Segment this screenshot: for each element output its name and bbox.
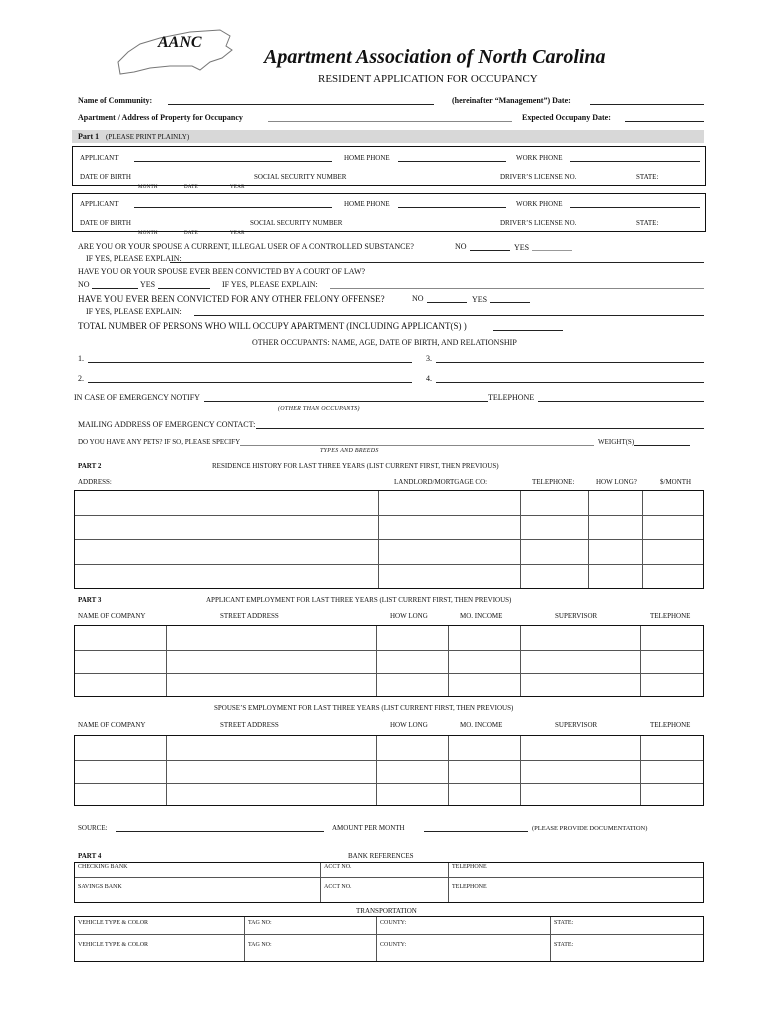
part1-label: Part 1	[78, 132, 100, 141]
part3-title: APPLICANT EMPLOYMENT FOR LAST THREE YEARS (LIST CURRENT FIRST, THEN PREVIOUS)	[206, 596, 512, 604]
q3-yes-field[interactable]	[490, 302, 530, 303]
q3-no-field[interactable]	[427, 302, 467, 303]
occupancy-date-label: Expected Occupany Date:	[522, 113, 611, 122]
weight-label: WEIGHT(S)	[598, 438, 635, 446]
vehicle-label: VEHICLE TYPE & COLOR	[78, 942, 149, 948]
property-label: Apartment / Address of Property for Occupancy	[78, 113, 243, 122]
table-col	[244, 917, 245, 961]
mailing-field[interactable]	[256, 428, 704, 429]
table-col	[642, 491, 643, 588]
applicant-name-field[interactable]	[134, 207, 332, 208]
vehicle-label: VEHICLE TYPE & COLOR	[78, 920, 149, 926]
month-label: MONTH	[138, 231, 158, 236]
col-company: NAME OF COMPANY	[78, 612, 146, 620]
table-col	[376, 626, 377, 696]
weight-field[interactable]	[634, 445, 690, 446]
applicant-label: APPLICANT	[80, 200, 119, 208]
year-label: YEAR	[230, 231, 245, 236]
col-company: NAME OF COMPANY	[78, 721, 146, 729]
part3-label: PART 3	[78, 596, 102, 604]
occupant-number-1: 1.	[78, 354, 84, 363]
vehicle-state-label: STATE:	[554, 942, 574, 948]
occupant-3-field[interactable]	[436, 362, 704, 363]
date-sub-label: DATE	[184, 231, 198, 236]
table-col	[588, 491, 589, 588]
table-col	[520, 491, 521, 588]
page-title: Apartment Association of North Carolina	[264, 46, 606, 68]
occupant-number-3: 3.	[426, 354, 432, 363]
table-row	[75, 515, 703, 516]
other-occupants-label: OTHER OCCUPANTS: NAME, AGE, DATE OF BIRTH, AND RELATIONSHIP	[252, 338, 517, 347]
q1-yes-field[interactable]	[532, 250, 572, 251]
table-row	[75, 673, 703, 674]
total-persons-field[interactable]	[493, 330, 563, 331]
table-col	[448, 626, 449, 696]
q3-explain-field[interactable]	[194, 315, 704, 316]
occupancy-date-field[interactable]	[625, 121, 704, 122]
source-label: SOURCE:	[78, 824, 108, 832]
ssn-label: SOCIAL SECURITY NUMBER	[254, 173, 347, 181]
other-than-occupants-note: (OTHER THAN OCCUPANTS)	[278, 406, 360, 412]
applicant-name-field[interactable]	[134, 161, 332, 162]
yes-label: YES	[140, 280, 156, 289]
yes-label: YES	[514, 243, 530, 252]
spouse-employment-title: SPOUSE’S EMPLOYMENT FOR LAST THREE YEARS (LIST CURRENT FIRST, THEN PREVIOUS)	[214, 704, 514, 712]
part2-label: PART 2	[78, 462, 102, 470]
col-how-long: HOW LONG?	[596, 478, 637, 486]
table-col	[640, 626, 641, 696]
bank-table	[74, 862, 704, 903]
if-yes-label: IF YES, PLEASE EXPLAIN:	[86, 307, 182, 316]
license-label: DRIVER’S LICENSE NO.	[500, 173, 577, 181]
col-street: STREET ADDRESS	[220, 721, 279, 729]
table-col	[166, 626, 167, 696]
amount-field[interactable]	[424, 831, 528, 832]
total-persons-label: TOTAL NUMBER OF PERSONS WHO WILL OCCUPY APARTMENT (INCLUDING APPLICANT(S) )	[78, 321, 467, 331]
bank-telephone-label: TELEPHONE	[452, 884, 487, 890]
date-field[interactable]	[590, 104, 704, 105]
no-label: NO	[455, 242, 467, 251]
q1-no-field[interactable]	[470, 250, 510, 251]
occupant-number-4: 4.	[426, 374, 432, 383]
table-row	[75, 650, 703, 651]
table-col	[520, 626, 521, 696]
home-phone-label: HOME PHONE	[344, 200, 390, 208]
types-breeds-note: TYPES AND BREEDS	[320, 448, 379, 454]
table-col	[448, 736, 449, 805]
property-field[interactable]	[268, 121, 512, 122]
employment-table	[74, 625, 704, 697]
question-controlled-substance: ARE YOU OR YOUR SPOUSE A CURRENT, ILLEGAL USER OF A CONTROLLED SUBSTANCE?	[78, 242, 414, 251]
community-label: Name of Community:	[78, 96, 153, 105]
col-street: STREET ADDRESS	[220, 612, 279, 620]
spouse-employment-table	[74, 735, 704, 806]
table-col	[376, 917, 377, 961]
pets-field[interactable]	[240, 445, 594, 446]
county-label: COUNTY:	[380, 942, 407, 948]
col-how-long: HOW LONG	[390, 721, 428, 729]
table-col	[640, 736, 641, 805]
col-income: MO. INCOME	[460, 612, 503, 620]
table-col	[550, 917, 551, 961]
col-per-month: $/MONTH	[660, 478, 692, 486]
table-col	[378, 491, 379, 588]
col-telephone: TELEPHONE	[650, 721, 691, 729]
col-telephone: TELEPHONE:	[532, 478, 575, 486]
state-label: STATE:	[636, 173, 659, 181]
home-phone-field[interactable]	[398, 207, 506, 208]
work-phone-field[interactable]	[570, 207, 700, 208]
q2-yes-field[interactable]	[158, 288, 210, 289]
no-label: NO	[412, 294, 424, 303]
dob-label: DATE OF BIRTH	[80, 219, 131, 227]
table-col	[166, 736, 167, 805]
table-row	[75, 934, 703, 935]
table-row	[75, 877, 703, 878]
source-field[interactable]	[116, 831, 324, 832]
state-label: STATE:	[636, 219, 659, 227]
documentation-note: (PLEASE PROVIDE DOCUMENTATION)	[532, 825, 648, 832]
bank-telephone-label: TELEPHONE	[452, 864, 487, 870]
if-yes-label: IF YES, PLEASE EXPLAIN:	[222, 280, 318, 289]
question-convicted: HAVE YOU OR YOUR SPOUSE EVER BEEN CONVICTED BY A COURT OF LAW?	[78, 267, 366, 276]
acct-no-label: ACCT NO.	[324, 864, 352, 870]
table-col	[520, 736, 521, 805]
mailing-label: MAILING ADDRESS OF EMERGENCY CONTACT:	[78, 420, 256, 429]
table-col	[448, 863, 449, 902]
table-row	[75, 539, 703, 540]
date-sub-label: DATE	[184, 185, 198, 190]
pets-label: DO YOU HAVE ANY PETS? IF SO, PLEASE SPECIFY	[78, 438, 241, 446]
part2-title: RESIDENCE HISTORY FOR LAST THREE YEARS (LIST CURRENT FIRST, THEN PREVIOUS)	[212, 462, 499, 470]
col-landlord: LANDLORD/MORTGAGE CO:	[394, 478, 488, 486]
management-date-label: (hereinafter “Management”) Date:	[452, 96, 571, 105]
home-phone-label: HOME PHONE	[344, 154, 390, 162]
community-field[interactable]	[168, 104, 434, 105]
occupant-number-2: 2.	[78, 374, 84, 383]
col-telephone: TELEPHONE	[650, 612, 691, 620]
col-income: MO. INCOME	[460, 721, 503, 729]
col-how-long: HOW LONG	[390, 612, 428, 620]
emergency-telephone-field[interactable]	[538, 401, 704, 402]
table-col	[320, 863, 321, 902]
page-subtitle: RESIDENT APPLICATION FOR OCCUPANCY	[318, 73, 538, 85]
logo-text: AANC	[158, 34, 202, 51]
dob-label: DATE OF BIRTH	[80, 173, 131, 181]
bank-references-title: BANK REFERENCES	[348, 852, 414, 860]
occupant-2-field[interactable]	[88, 382, 412, 383]
acct-no-label: ACCT NO.	[324, 884, 352, 890]
license-label: DRIVER’S LICENSE NO.	[500, 219, 577, 227]
month-label: MONTH	[138, 185, 158, 190]
tag-label: TAG NO:	[248, 942, 272, 948]
vehicle-state-label: STATE:	[554, 920, 574, 926]
emergency-telephone-label: TELEPHONE	[488, 393, 535, 402]
q2-explain-field[interactable]	[330, 288, 704, 289]
home-phone-field[interactable]	[398, 161, 506, 162]
question-felony: HAVE YOU EVER BEEN CONVICTED FOR ANY OTHER FELONY OFFENSE?	[78, 294, 385, 304]
tag-label: TAG NO:	[248, 920, 272, 926]
if-yes-label: IF YES, PLEASE EXPLAIN:	[86, 254, 182, 263]
year-label: YEAR	[230, 185, 245, 190]
no-label: NO	[78, 280, 90, 289]
work-phone-label: WORK PHONE	[516, 154, 563, 162]
table-row	[75, 564, 703, 565]
col-supervisor: SUPERVISOR	[555, 612, 598, 620]
applicant-box-2	[72, 193, 706, 232]
applicant-label: APPLICANT	[80, 154, 119, 162]
col-supervisor: SUPERVISOR	[555, 721, 598, 729]
table-row	[75, 783, 703, 784]
table-row	[75, 760, 703, 761]
applicant-box-1	[72, 146, 706, 186]
work-phone-field[interactable]	[570, 161, 700, 162]
q2-no-field[interactable]	[92, 288, 138, 289]
col-address: ADDRESS:	[78, 478, 112, 486]
work-phone-label: WORK PHONE	[516, 200, 563, 208]
emergency-field[interactable]	[204, 401, 488, 402]
part1-note: (PLEASE PRINT PLAINLY)	[106, 133, 190, 141]
part4-label: PART 4	[78, 852, 102, 860]
emergency-label: IN CASE OF EMERGENCY NOTIFY	[74, 393, 200, 402]
yes-label: YES	[472, 295, 488, 304]
occupant-1-field[interactable]	[88, 362, 412, 363]
occupant-4-field[interactable]	[436, 382, 704, 383]
county-label: COUNTY:	[380, 920, 407, 926]
checking-bank-label: CHECKING BANK	[78, 864, 128, 870]
transportation-title: TRANSPORTATION	[356, 907, 417, 915]
savings-bank-label: SAVINGS BANK	[78, 884, 122, 890]
amount-label: AMOUNT PER MONTH	[332, 824, 405, 832]
q1-explain-field[interactable]	[170, 262, 704, 263]
table-col	[376, 736, 377, 805]
ssn-label: SOCIAL SECURITY NUMBER	[250, 219, 343, 227]
